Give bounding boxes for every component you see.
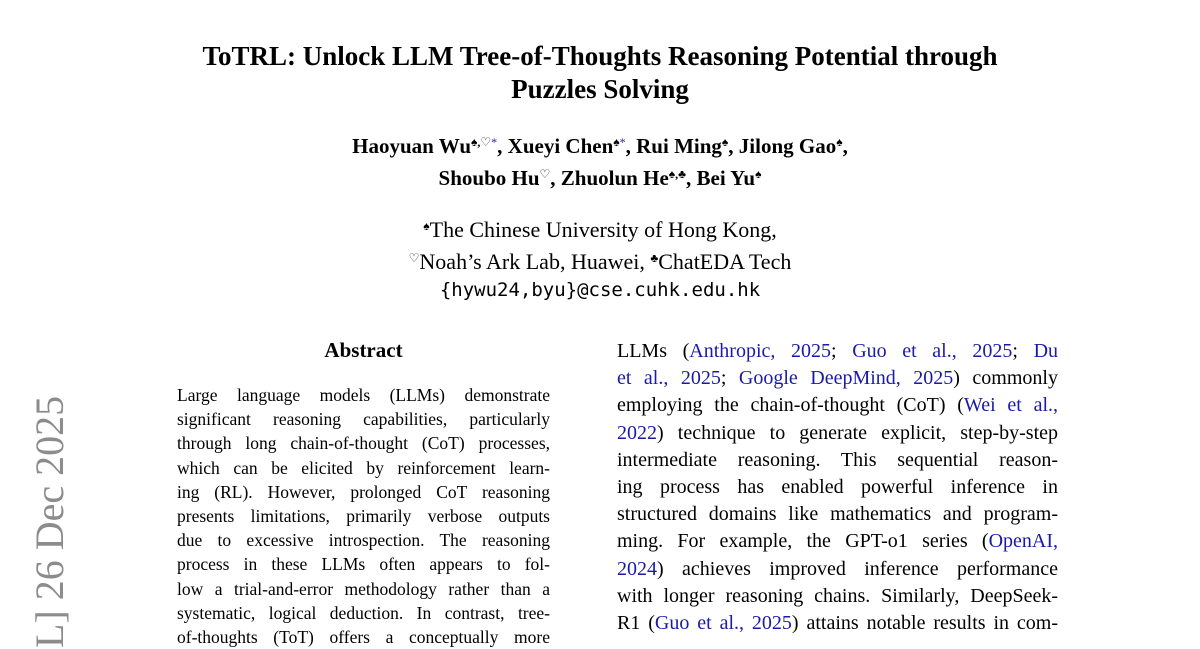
- author-affiliation-mark: ♠: [836, 135, 843, 149]
- affiliations: [150, 212, 1050, 305]
- body-text: ) attains notable results in com-: [791, 612, 1059, 635]
- body-text: ;: [1012, 340, 1034, 362]
- abstract-line: process in these LLMs often appears to fol-: [177, 554, 550, 575]
- title-line-1: ToTRL: Unlock LLM Tree-of-Thoughts Reasoning Potential through: [202, 41, 998, 71]
- contact-email: {hywu24,byu}@cse.cuhk.edu.hk: [439, 279, 761, 301]
- body-line: intermediate reasoning. This sequential reason-: [617, 448, 1058, 471]
- author-name: Xueyi Chen: [507, 134, 614, 158]
- affiliation-cuhk: The Chinese University of Hong Kong,: [429, 217, 777, 242]
- body-line: ing process has enabled powerful inference in: [617, 476, 1058, 499]
- body-text: employing the chain-of-thought (CoT) (: [617, 394, 964, 417]
- citation-link[interactable]: Wei et al.,: [963, 394, 1058, 417]
- author-name: Haoyuan Wu: [352, 134, 472, 158]
- affiliation-chateda: ChatEDA Tech: [658, 249, 792, 274]
- abstract-line: due to excessive introspection. The reasoning: [177, 530, 550, 551]
- author-line-1: Haoyuan Wu♠,♡*, Xueyi Chen♠*, Rui Ming♠, Jilong Gao♠,: [352, 134, 848, 158]
- citation-link[interactable]: Google DeepMind, 2025: [738, 367, 954, 390]
- title-line-2: Puzzles Solving: [511, 74, 689, 104]
- abstract-body: [177, 383, 550, 649]
- equal-contribution-mark[interactable]: *: [491, 135, 498, 149]
- arxiv-stamp: L] 26 Dec 2025: [27, 395, 72, 648]
- author-affiliation-mark: ♠: [613, 135, 620, 149]
- body-line: [617, 528, 1058, 555]
- author-affiliation-mark: ♠: [721, 135, 729, 149]
- citation-link[interactable]: et al., 2025: [617, 367, 721, 390]
- citation-link[interactable]: Du: [1033, 340, 1059, 362]
- author-name: Zhuolun He: [560, 166, 669, 190]
- affiliation-huawei: Noah’s Ark Lab, Huawei,: [419, 249, 645, 274]
- heart-symbol: ♡: [408, 251, 420, 265]
- abstract-line: of-thoughts (ToT) offers a conceptually more: [177, 627, 550, 648]
- body-text: ming. For example, the GPT-o1 series (: [617, 530, 989, 553]
- author-affiliation-mark: ♠,♡: [471, 135, 492, 149]
- abstract-line: significant reasoning capabilities, particularly: [177, 409, 550, 430]
- author-affiliation-mark: ♠,♣: [668, 167, 687, 181]
- author-affiliation-mark: ♠: [755, 167, 762, 181]
- body-line: [617, 556, 1058, 583]
- citation-link[interactable]: 2024: [617, 557, 657, 580]
- author-name: Shoubo Hu: [438, 166, 540, 190]
- author-name: Bei Yu: [696, 166, 756, 190]
- body-line: [617, 392, 1058, 419]
- body-text: LLMs (: [617, 340, 690, 362]
- abstract-line: systematic, logical deduction. In contrast, tree-: [177, 602, 550, 623]
- citation-link[interactable]: OpenAI,: [988, 530, 1058, 553]
- body-line: [617, 338, 1058, 365]
- introduction-text: [617, 338, 1058, 637]
- citation-link[interactable]: 2022: [617, 421, 657, 444]
- body-line: with longer reasoning chains. Similarly, DeepSeek-: [617, 584, 1058, 607]
- body-text: ;: [831, 340, 853, 362]
- abstract-line: which can be elicited by reinforcement learn-: [177, 457, 550, 478]
- affiliation-line-1: [150, 212, 1050, 244]
- paper-title: [150, 40, 1050, 106]
- club-symbol: ♣: [650, 251, 659, 265]
- abstract-line: ing (RL). However, prolonged CoT reasoning: [177, 481, 550, 502]
- author-name: Jilong Gao: [738, 134, 837, 158]
- citation-link[interactable]: Guo et al., 2025: [852, 340, 1013, 362]
- author-list: [150, 128, 1050, 192]
- body-line: structured domains like mathematics and program-: [617, 503, 1058, 526]
- equal-contribution-mark[interactable]: *: [619, 135, 626, 149]
- body-text: ) commonly: [953, 367, 1058, 390]
- body-text: ) achieves improved inference performance: [657, 557, 1058, 580]
- body-text: ) technique to generate explicit, step-by-step: [657, 421, 1058, 444]
- affiliation-line-2: [150, 244, 1050, 276]
- abstract-line: Large language models (LLMs) demonstrate: [177, 385, 550, 405]
- author-line-2: Shoubo Hu♡, Zhuolun He♠,♣, Bei Yu♠: [438, 166, 762, 190]
- abstract-line: through long chain-of-thought (CoT) processes,: [177, 433, 550, 454]
- body-text: R1 (: [617, 612, 655, 635]
- abstract-heading: Abstract: [324, 338, 403, 362]
- body-line: [617, 365, 1058, 392]
- author-name: Rui Ming: [636, 134, 722, 158]
- citation-link[interactable]: Guo et al., 2025: [654, 612, 792, 635]
- body-line: [617, 420, 1058, 447]
- abstract-line: low a trial-and-error methodology rather than a: [177, 578, 550, 599]
- abstract-line: presents limitations, primarily verbose outputs: [177, 506, 550, 527]
- body-line: [617, 610, 1058, 637]
- body-text: ;: [720, 367, 739, 390]
- author-affiliation-mark: ♡: [539, 167, 551, 181]
- spade-symbol: ♠: [423, 219, 430, 233]
- citation-link[interactable]: Anthropic, 2025: [689, 340, 831, 362]
